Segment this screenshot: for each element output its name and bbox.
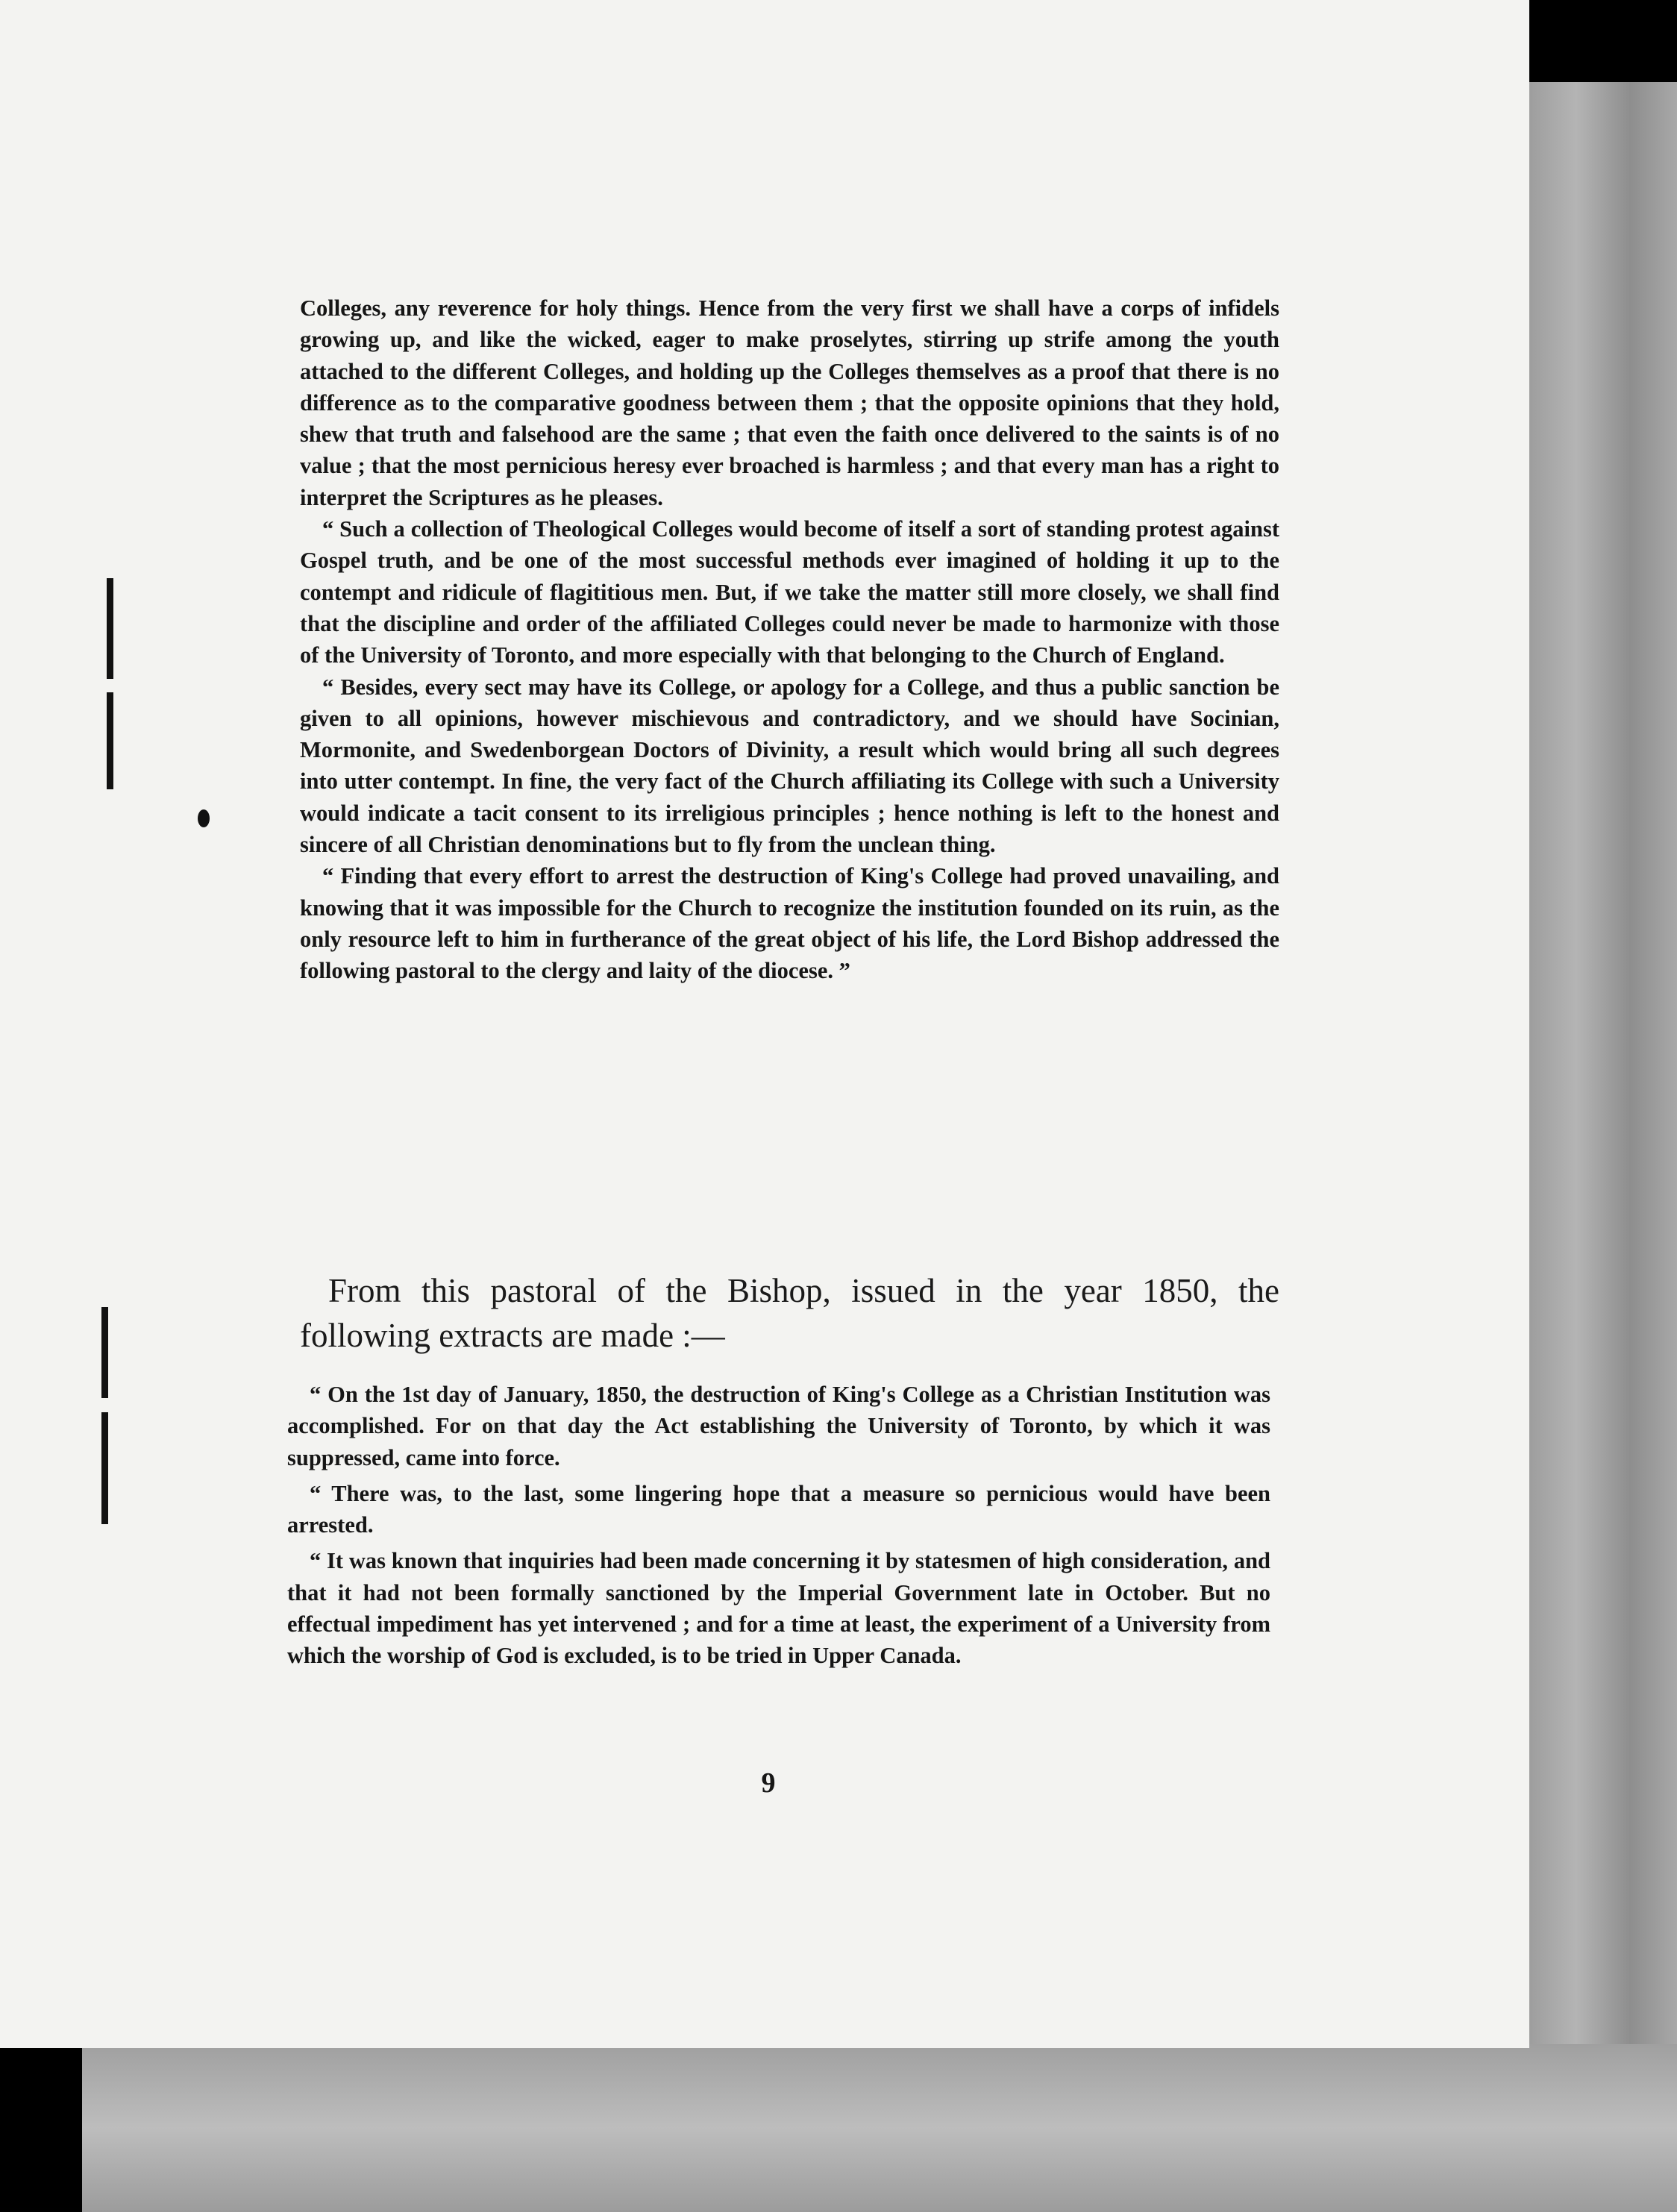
passage-paragraph: Colleges, any reverence for holy things. Hence from the very first we shall have a corps of infidels growing up, and like the wicked, eager to make proselytes, stirring up strife among the youth attached to the different Colleges, and holding up the Colleges themselves as a proof that there is no difference as to the comparative goodness between them ; that the opposite opinions that they hold, shew that truth and falsehood are the same ; that even the faith once delivered to the saints is of no value ; that the most pernicious heresy ever broached is harmless ; and that every man has a right to interpret the Scriptures as he pleases. <box>300 295 1279 510</box>
heading-text: From this pastoral of the Bishop, issued in the year 1850, the following extracts are made :— <box>300 1272 1279 1354</box>
extract-paragraph: “ It was known that inquiries had been made concerning it by statesmen of high consideration, and that it had not been formally sanctioned by the Imperial Government late in October. But no effectual impediment has yet intervened ; and for a time at least, the experiment of a University from which the worship of God is excluded, is to be tried in Upper Canada. <box>287 1548 1270 1669</box>
scan-background-bottom <box>82 2044 1677 2212</box>
margin-mark-1 <box>107 578 113 679</box>
pastoral-extracts <box>287 1379 1270 1672</box>
passage-paragraph: “ Finding that every effort to arrest the destruction of King's College had proved unavailing, and knowing that it was impossible for the Church to recognize the institution founded on its ruin, as the only resource left to him in furtherance of the great object of his life, the Lord Bishop addressed the following pastoral to the clergy and laity of the diocese. ” <box>300 863 1279 984</box>
margin-mark-2 <box>107 692 113 789</box>
scan-background-right <box>1522 82 1677 2212</box>
page-number: 9 <box>761 1767 776 1799</box>
quoted-passage <box>300 292 1279 987</box>
extract-paragraph: “ On the 1st day of January, 1850, the destruction of King's College as a Christian Institution was accomplished. For on that day the Act establishing the University of Toronto, by which it was suppressed, came into force. <box>287 1382 1270 1470</box>
passage-paragraph: “ Besides, every sect may have its College, or apology for a College, and thus a public sanction be given to all opinions, however mischievous and contradictory, and we should have Socinian, Mormonite, and Swedenborgean Doctors of Divinity, a result which would bring all such degrees into utter contempt. In fine, the very fact of the Church affiliating its College with such a University would indicate a tacit consent to its irreligious principles ; hence nothing is left to the honest and sincere of all Christian denominations but to fly from the unclean thing. <box>300 674 1279 858</box>
margin-mark-4 <box>101 1412 108 1524</box>
section-heading <box>300 1268 1279 1358</box>
margin-mark-3 <box>101 1307 108 1398</box>
margin-dot <box>198 809 210 827</box>
extract-paragraph: “ There was, to the last, some lingering hope that a measure so pernicious would have been arrested. <box>287 1480 1270 1538</box>
passage-paragraph: “ Such a collection of Theological Colleges would become of itself a sort of standing protest against Gospel truth, and be one of the most successful methods ever imagined of holding it up to the contempt and ridicule of flagititious men. But, if we take the matter still more closely, we shall find that the discipline and order of the affiliated Colleges could never be made to harmonize with those of the University of Toronto, and more especially with that belonging to the Church of England. <box>300 516 1279 668</box>
